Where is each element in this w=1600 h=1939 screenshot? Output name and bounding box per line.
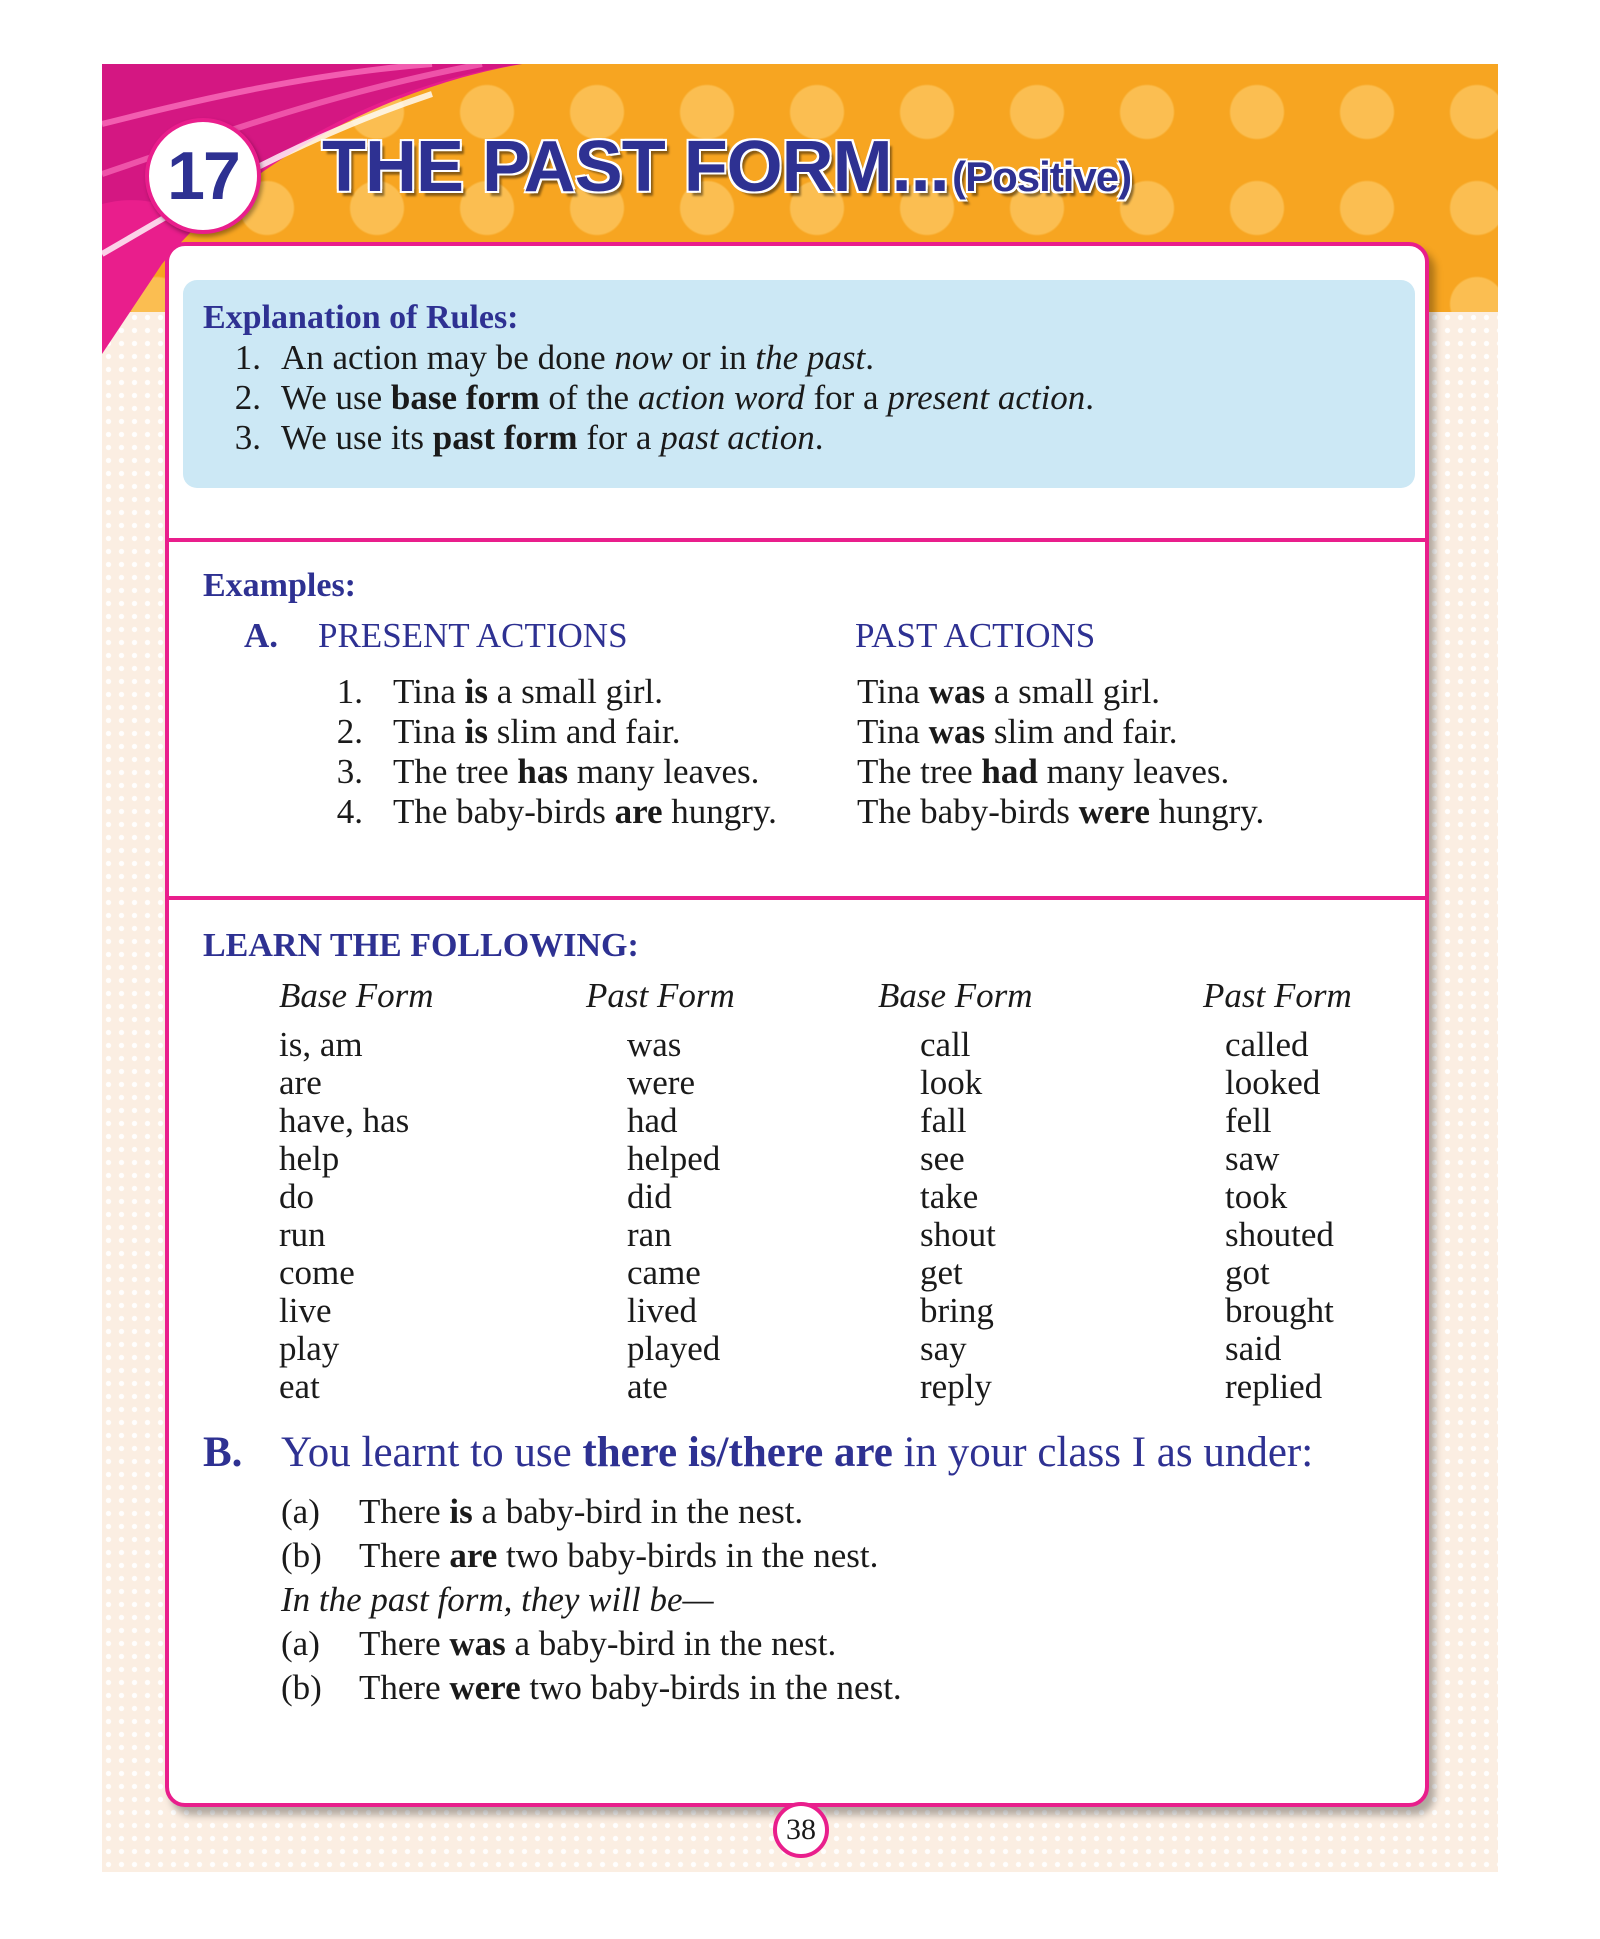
present-sentence: The baby-birds are hungry.: [393, 792, 777, 831]
base-form-header: Base Form: [878, 976, 1033, 1015]
rule-item: [203, 338, 1415, 378]
example-row: 3. The tree has many leaves. The tree had many leaves.: [336, 752, 1230, 791]
rule-text: An action may be done now or in the past.: [281, 338, 874, 377]
example-row: 2. Tina is slim and fair. Tina was slim and fair.: [336, 712, 1178, 751]
page-number: 38: [773, 1802, 829, 1858]
present-there-line: (b) There are two baby-birds in the nest.: [281, 1536, 879, 1575]
title-main: THE PAST FORM...: [322, 127, 949, 207]
section-b-letter: B.: [203, 1429, 243, 1476]
past-sentence: Tina was slim and fair.: [857, 712, 1178, 751]
past-form-column: was were had helped did ran came lived played ate: [627, 1025, 721, 1406]
examples-header-row: [203, 616, 1403, 656]
section-b: [203, 1429, 1403, 1710]
rule-item: [203, 418, 1415, 458]
present-sentence: Tina is a small girl.: [393, 672, 663, 711]
past-there-line: (a) There was a baby-bird in the nest.: [281, 1624, 837, 1663]
example-row: 1. Tina is a small girl. Tina was a small girl.: [336, 672, 1161, 711]
base-form-column: is, am are have, has help do run come live play eat: [279, 1025, 410, 1406]
past-form-note: In the past form, they will be—: [281, 1580, 714, 1619]
forms-table: [203, 1026, 1403, 1406]
section-b-list: [203, 1490, 1403, 1710]
chapter-number-badge: 17: [145, 118, 261, 234]
content-card: [165, 242, 1429, 1807]
examples-section: [203, 566, 1403, 832]
present-actions-header: PRESENT ACTIONS: [318, 616, 628, 655]
past-sentence: The tree had many leaves.: [857, 752, 1230, 791]
past-sentence: Tina was a small girl.: [857, 672, 1161, 711]
present-sentence: The tree has many leaves.: [393, 752, 760, 791]
rule-item: [203, 378, 1415, 418]
present-sentence: Tina is slim and fair.: [393, 712, 681, 751]
section-b-text: You learnt to use there is/there are in your class I as under:: [281, 1429, 1314, 1476]
past-there-line: (b) There were two baby-birds in the nest.: [281, 1668, 902, 1707]
rule-number: 2.: [234, 378, 261, 417]
present-there-line: (a) There is a baby-bird in the nest.: [281, 1492, 804, 1531]
rule-number: 3.: [234, 418, 261, 457]
page-title: [322, 126, 1131, 208]
past-sentence: The baby-birds were hungry.: [857, 792, 1265, 831]
past-form-header: Past Form: [1203, 976, 1352, 1015]
rule-text: We use its past form for a past action.: [281, 418, 824, 457]
examples-heading: Examples:: [203, 567, 356, 604]
section-divider: [169, 896, 1425, 900]
rule-number: 1.: [234, 338, 261, 377]
past-form-header: Past Form: [586, 976, 735, 1015]
rules-heading: Explanation of Rules:: [203, 299, 519, 336]
title-sub: (Positive): [952, 153, 1132, 200]
learn-heading: LEARN THE FOLLOWING:: [203, 927, 639, 964]
past-actions-header: PAST ACTIONS: [855, 616, 1096, 655]
examples-letter: A.: [243, 616, 278, 655]
examples-rows: [203, 672, 1403, 832]
example-row: 4. The baby-birds are hungry. The baby-birds were hungry.: [336, 792, 1265, 831]
learn-section: [203, 926, 1403, 1406]
past-form-column: called looked fell saw took shouted got brought said replied: [1225, 1025, 1334, 1406]
section-divider: [169, 538, 1425, 542]
rules-list: [203, 338, 1415, 458]
rule-text: We use base form of the action word for a present action.: [281, 378, 1095, 417]
rules-box: [183, 280, 1415, 488]
forms-header-row: [203, 976, 1403, 1016]
section-b-heading: [203, 1429, 1403, 1476]
base-form-column: call look fall see take shout get bring say reply: [920, 1025, 996, 1406]
base-form-header: Base Form: [279, 976, 434, 1015]
